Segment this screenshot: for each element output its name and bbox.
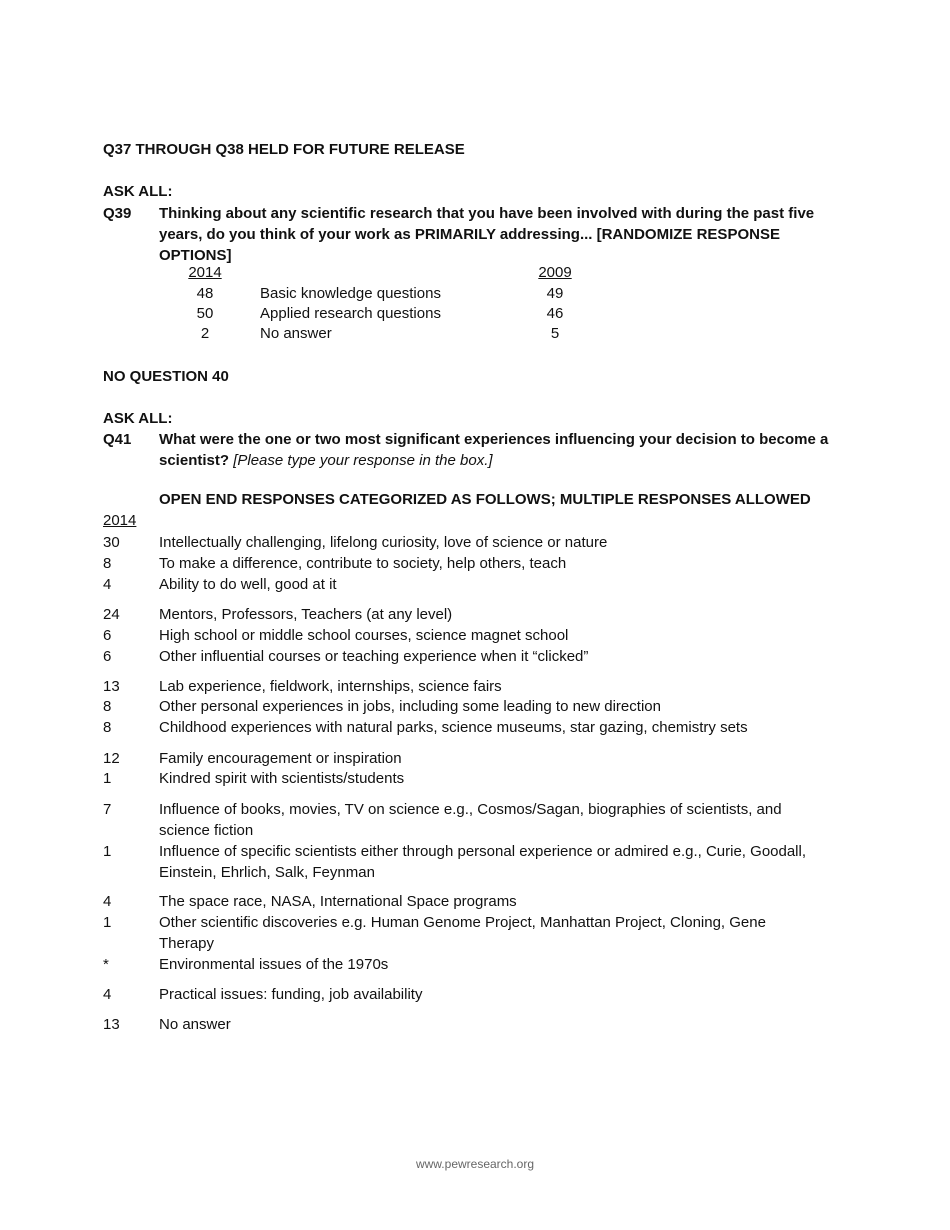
no-question-40: NO QUESTION 40 — [103, 368, 229, 385]
response-category: The space race, NASA, International Space programs — [159, 893, 517, 910]
response-value: 8 — [103, 555, 112, 572]
response-value: 4 — [103, 893, 112, 910]
response-category: Other scientific discoveries e.g. Human Genome Project, Manhattan Project, Cloning, Gene Therapy — [159, 914, 766, 952]
response-category: Lab experience, fieldwork, internships, science fairs — [159, 678, 502, 695]
response-value: 8 — [103, 719, 112, 736]
q39-col-2009-header: 2009 — [538, 264, 572, 281]
q39-row-value-2014: 2 — [200, 325, 210, 342]
q39-row-label: No answer — [260, 325, 332, 342]
q41-ask-all: ASK ALL: — [103, 410, 173, 427]
q39-label: Q39 — [103, 205, 132, 222]
footer-url: www.pewresearch.org — [415, 1157, 535, 1171]
q41-col-2014-header: 2014 — [103, 512, 137, 529]
held-notice: Q37 THROUGH Q38 HELD FOR FUTURE RELEASE — [103, 141, 465, 158]
response-value: 8 — [103, 698, 112, 715]
response-category: Environmental issues of the 1970s — [159, 956, 389, 973]
response-category: Ability to do well, good at it — [159, 576, 337, 593]
response-value: 4 — [103, 986, 112, 1003]
response-value: 1 — [103, 914, 112, 931]
response-category: Family encouragement or inspiration — [159, 750, 402, 767]
response-value: 1 — [103, 770, 112, 787]
response-value: 4 — [103, 576, 112, 593]
q39-row-value-2009: 46 — [546, 305, 564, 322]
q39-row-label: Basic knowledge questions — [260, 285, 441, 302]
response-value: 13 — [103, 678, 120, 695]
response-category: To make a difference, contribute to society, help others, teach — [159, 555, 567, 572]
response-category: Practical issues: funding, job availability — [159, 986, 423, 1003]
response-value: 13 — [103, 1016, 120, 1033]
q39-row-value-2009: 49 — [546, 285, 564, 302]
q39-col-2014-header: 2014 — [188, 264, 222, 281]
response-category: Other influential courses or teaching experience when it “clicked” — [159, 648, 589, 665]
response-category: Intellectually challenging, lifelong curiosity, love of science or nature — [159, 534, 608, 551]
q41-question-bold: What were the one or two most significant experiences influencing your decision to become a scientist? — [159, 431, 829, 469]
q41-label: Q41 — [103, 431, 132, 448]
response-category: High school or middle school courses, science magnet school — [159, 627, 569, 644]
response-category: Kindred spirit with scientists/students — [159, 770, 405, 787]
q41-question-text — [159, 429, 849, 471]
response-category: No answer — [159, 1016, 231, 1033]
response-category: Influence of books, movies, TV on science e.g., Cosmos/Sagan, biographies of scientists, and science fiction — [159, 801, 782, 839]
response-value: 6 — [103, 648, 112, 665]
response-value: 7 — [103, 801, 112, 818]
q39-row-value-2014: 48 — [196, 285, 214, 302]
response-category: Mentors, Professors, Teachers (at any level) — [159, 606, 453, 623]
response-value: 6 — [103, 627, 112, 644]
response-category: Other personal experiences in jobs, including some leading to new direction — [159, 698, 661, 715]
q39-ask-all: ASK ALL: — [103, 183, 173, 200]
q39-row-value-2009: 5 — [550, 325, 560, 342]
response-value: 12 — [103, 750, 120, 767]
q41-question-instruction: [Please type your response in the box.] — [233, 452, 493, 469]
response-category: Childhood experiences with natural parks, science museums, star gazing, chemistry sets — [159, 719, 748, 736]
response-value: 24 — [103, 606, 120, 623]
q39-question-text: Thinking about any scientific research that you have been involved with during the past five years, do you think of your work as PRIMARILY addressing... [RANDOMIZE RESPONSE OPTIONS] — [159, 205, 815, 264]
q39-row-value-2014: 50 — [196, 305, 214, 322]
response-category: Influence of specific scientists either through personal experience or admired e.g., Curie, Goodall, Einstein, Ehrlich, Salk, Feynman — [159, 843, 807, 881]
response-value: 1 — [103, 843, 112, 860]
response-value: * — [103, 956, 109, 973]
response-value: 30 — [103, 534, 120, 551]
q39-row-label: Applied research questions — [260, 305, 441, 322]
open-end-note: OPEN END RESPONSES CATEGORIZED AS FOLLOWS; MULTIPLE RESPONSES ALLOWED — [159, 491, 811, 508]
